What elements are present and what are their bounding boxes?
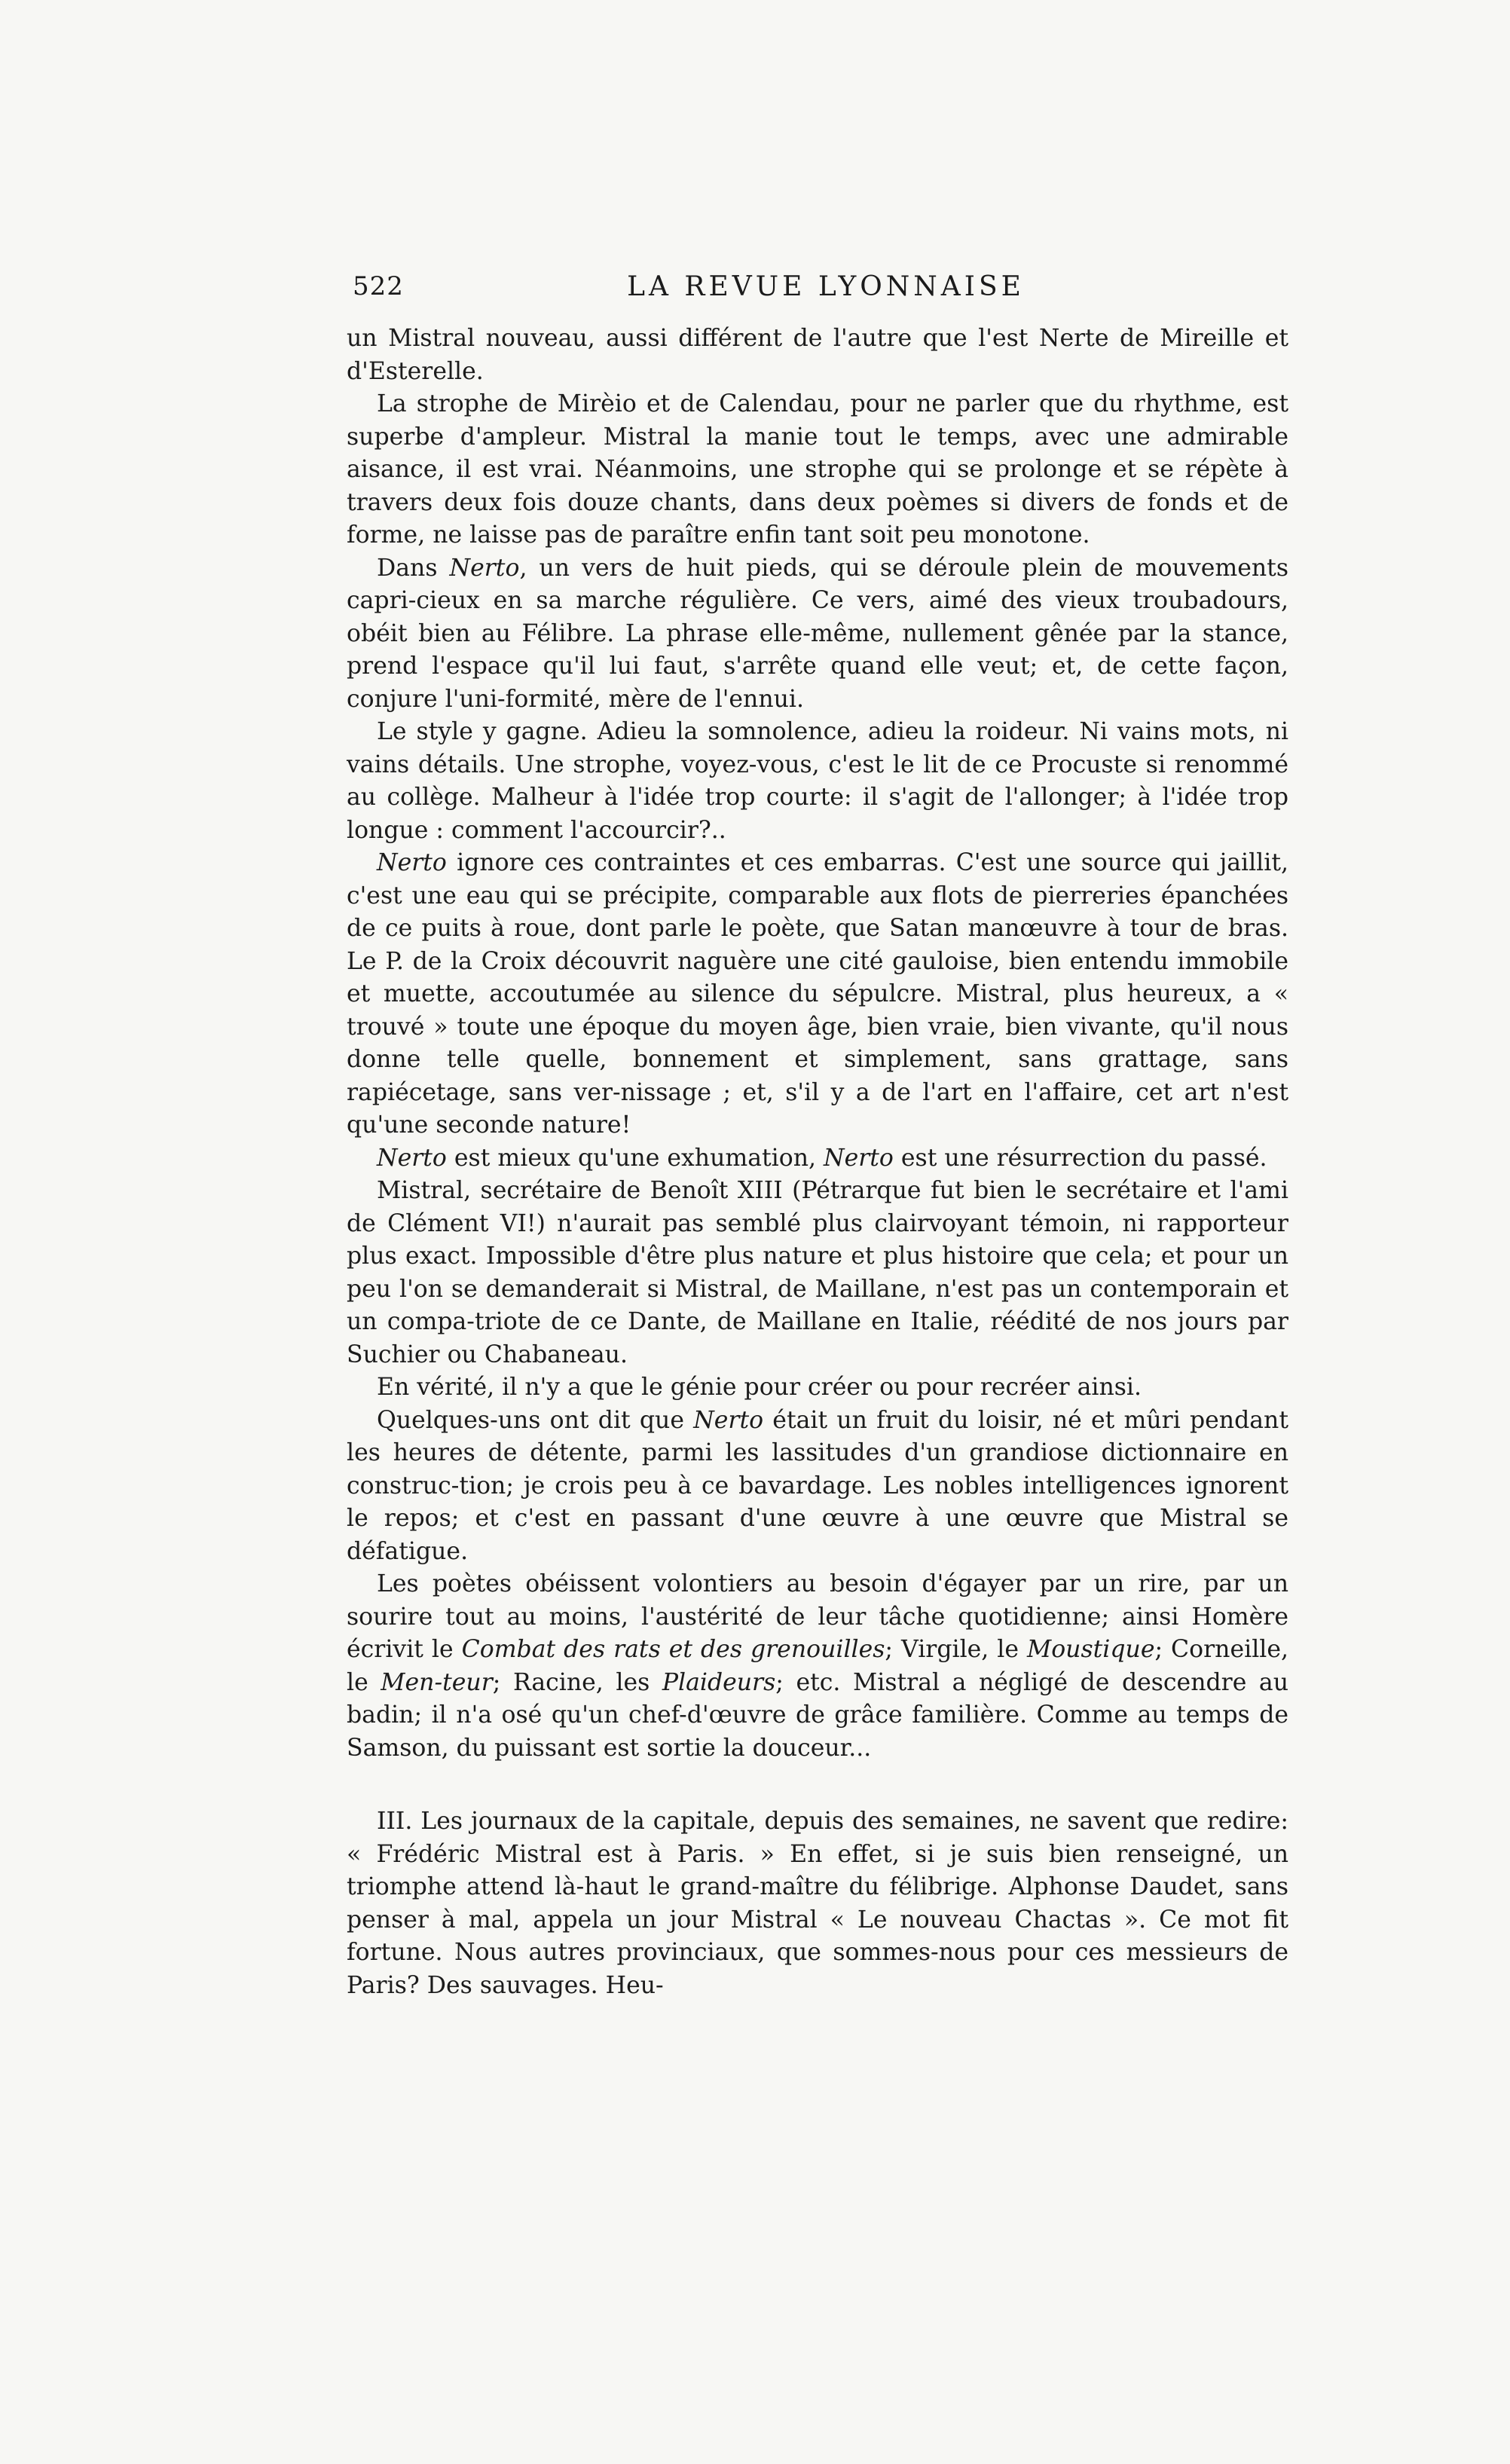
text-run: ; Corneille, le (347, 1636, 1288, 1696)
text-run: ; Racine, les (492, 1668, 662, 1696)
paragraph (347, 388, 1288, 552)
text-run: Mistral, secrétaire de Benoît XIII (Pétrarque fut bien le secrétaire et l'ami de Clément VI!) n'aurait pas semblé plus clairvoyant témoin, ni rapporteur plus exact. Impossible d'être plus nature et plus histoire que cela; et pour un peu l'on se demanderait si Mistral, de Maillane, n'est pas un contemporain et un compa-triote de ce Dante, de Maillane en Italie, réédité de nos jours par Suchier ou Chabaneau. (347, 1177, 1288, 1368)
running-title: LA REVUE LYONNAISE (627, 271, 1025, 302)
italic-title: Men-teur (381, 1668, 493, 1696)
paragraph (347, 1371, 1288, 1405)
page-header (353, 271, 1299, 309)
italic-title: Nerto (449, 554, 520, 582)
text-run: est mieux qu'une exhumation, (446, 1144, 824, 1172)
italic-title: Nerto (693, 1406, 764, 1434)
paragraph (347, 323, 1288, 388)
text-run: Le style y gagne. Adieu la somnolence, adieu la roideur. Ni vains mots, ni vains détails. Une strophe, voyez-vous, c'est le lit de ce Procuste si renommé au collège. Malheur à l'idée trop courte: il s'agit de l'allonger; à l'idée trop longue : comment l'accourcir?.. (347, 718, 1288, 844)
italic-title: Nerto (377, 1144, 447, 1172)
text-run: est une résurrection du passé. (893, 1144, 1267, 1172)
italic-title: Moustique (1026, 1636, 1155, 1663)
text-run: En vérité, il n'y a que le génie pour créer ou pour recréer ainsi. (377, 1374, 1142, 1401)
italic-title: Combat des rats et des grenouilles (461, 1636, 885, 1663)
text-run: était un fruit du loisir, né et mûri pendant les heures de détente, parmi les lassitudes d'un grandiose dictionnaire en construc-tion; je crois peu à ce bavardage. Les nobles intelligences ignorent le repos; et c'est en passant d'une œuvre à une œuvre que Mistral se défatigue. (347, 1406, 1288, 1565)
paragraph (347, 1175, 1288, 1371)
section-paragraph (347, 1805, 1288, 2002)
paragraph (347, 1142, 1288, 1175)
text-run: un Mistral nouveau, aussi différent de l'autre que l'est Nerte de Mireille et d'Esterelle. (347, 325, 1288, 385)
text-run: Dans (377, 554, 450, 582)
paragraph (347, 716, 1288, 847)
paragraph (347, 847, 1288, 1142)
italic-title: Nerto (824, 1144, 894, 1172)
italic-title: Nerto (377, 849, 447, 876)
paragraph (347, 552, 1288, 717)
text-run: , un vers de huit pieds, qui se déroule plein de mouvements capri-cieux en sa marche régulière. Ce vers, aimé des vieux troubadours, obéit bien au Félibre. La phrase elle-même, nullement gênée par la stance, prend l'espace qu'il lui faut, s'arrête quand elle veut; et, de cette façon, conjure l'uni-formité, mère de l'ennui. (347, 554, 1288, 713)
text-run: Les poètes obéissent volontiers au besoin d'égayer par un rire, par un sourire tout au moins, l'austérité de leur tâche quotidienne; ainsi Homère écrivit le (347, 1570, 1288, 1663)
text-run: ; etc. Mistral a négligé de descendre au badin; il n'a osé qu'un chef-d'œuvre de grâce familière. Comme au temps de Samson, du puissant est sortie la douceur... (347, 1668, 1288, 1762)
paragraph (347, 1568, 1288, 1765)
article-body (347, 323, 1288, 2002)
italic-title: Plaideurs (662, 1668, 776, 1696)
text-run: ; Virgile, le (885, 1636, 1027, 1663)
text-run: III. Les journaux de la capitale, depuis des semaines, ne savent que redire: « Frédéric Mistral est à Paris. » En effet, si je suis bien renseigné, un triomphe attend là-haut le grand-maître du félibrige. Alphonse Daudet, sans penser à mal, appela un jour Mistral « Le nouveau Chactas ». Ce mot fit fortune. Nous autres provinciaux, que sommes-nous pour ces messieurs de Paris? Des sauvages. Heu- (347, 1808, 1288, 1999)
page-number: 522 (353, 271, 404, 301)
text-run: Quelques-uns ont dit que (377, 1406, 694, 1434)
paragraph (347, 1405, 1288, 1569)
text-run: ignore ces contraintes et ces embarras. C'est une source qui jaillit, c'est une eau qui se précipite, comparable aux flots de pierreries épanchées de ce puits à roue, dont parle le poète, que Satan manœuvre à tour de bras. Le P. de la Croix découvrit naguère une cité gauloise, bien entendu immobile et muette, accoutumée au silence du sépulcre. Mistral, plus heureux, a « trouvé » toute une époque du moyen âge, bien vraie, bien vivante, qu'il nous donne telle quelle, bonnement et simplement, sans grattage, sans rapiécetage, sans ver-nissage ; et, s'il y a de l'art en l'affaire, cet art n'est qu'une seconde nature! (347, 849, 1288, 1139)
text-run: La strophe de Mirèio et de Calendau, pour ne parler que du rhythme, est superbe d'ampleur. Mistral la manie tout le temps, avec une admirable aisance, il est vrai. Néanmoins, une strophe qui se prolonge et se répète à travers deux fois douze chants, dans deux poèmes si divers de fonds et de forme, ne laisse pas de paraître enfin tant soit peu monotone. (347, 390, 1288, 549)
